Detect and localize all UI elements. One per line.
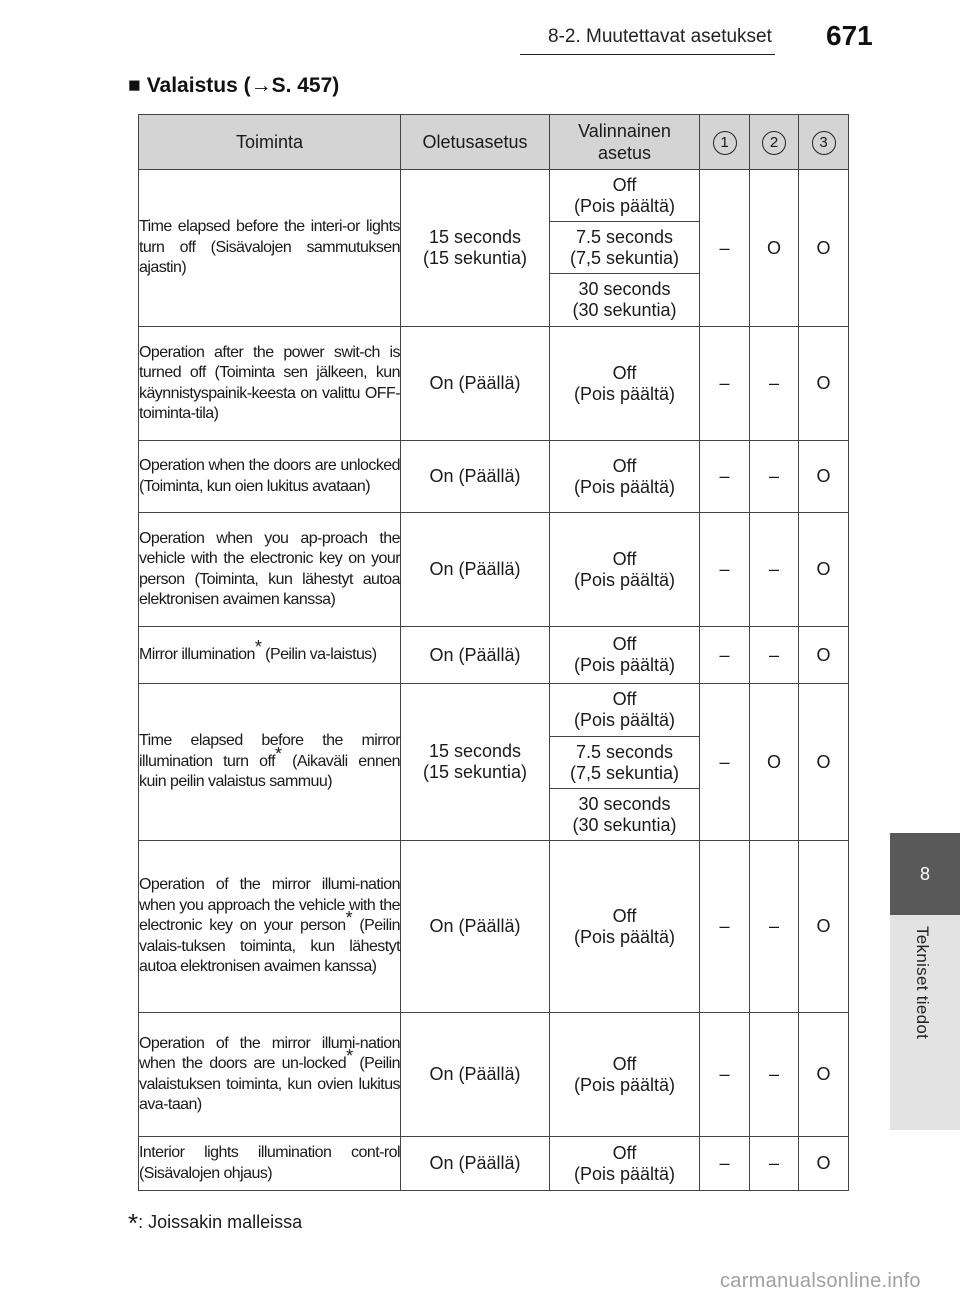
default-cell: On (Päällä) — [401, 513, 550, 627]
table-row — [139, 1137, 849, 1191]
default-cell: On (Päällä) — [401, 841, 550, 1013]
table-row — [139, 841, 849, 1013]
function-cell: Operation after the power swit-ch is turned off (Toiminta sen jälkeen, kun käynnistyspainik-keesta on valittu OFF-toiminta-tila) — [139, 327, 401, 441]
mark-cell-1: – — [700, 1013, 750, 1137]
mark-cell-3: O — [799, 684, 849, 841]
mark-cell-2: O — [750, 684, 799, 841]
mark-cell-2: O — [750, 170, 799, 327]
function-cell: Operation of the mirror illumi-nation when the doors are un-locked* (Peilin valaistuksen toiminta, kun ovien lukitus ava-taan) — [139, 1013, 401, 1137]
mark-cell-2: – — [750, 627, 799, 684]
mark-cell-3: O — [799, 170, 849, 327]
table-header-row — [139, 115, 849, 170]
default-cell: On (Päällä) — [401, 327, 550, 441]
circled-number-2-icon: 2 — [762, 131, 786, 155]
mark-cell-1: – — [700, 170, 750, 327]
header-col-2 — [750, 115, 799, 170]
mark-cell-2: – — [750, 1137, 799, 1191]
mark-cell-1: – — [700, 1137, 750, 1191]
header-col-3 — [799, 115, 849, 170]
function-cell: Operation of the mirror illumi-nation when you approach the vehicle with the electronic key on your person* (Peilin valais-tuksen toiminta, kun lähestyt autoa elektronisen avaimen kanssa) — [139, 841, 401, 1013]
square-bullet-icon: ■ — [128, 74, 141, 97]
section-title: 8-2. Muutettavat asetukset — [548, 26, 772, 47]
option-cell: Off (Pois päältä) — [550, 627, 700, 684]
table-row — [139, 513, 849, 627]
option-cell: Off (Pois päältä) — [550, 1013, 700, 1137]
footnote-star-icon: * — [128, 1208, 139, 1238]
mark-cell-2: – — [750, 1013, 799, 1137]
table-row — [139, 1013, 849, 1137]
mark-cell-2: – — [750, 441, 799, 513]
footnote-star-icon: * — [274, 743, 282, 764]
header-default: Oletusasetus — [401, 115, 550, 170]
watermark: carmanualsonline.info — [720, 1270, 921, 1292]
default-cell: On (Päällä) — [401, 1013, 550, 1137]
mark-cell-2: – — [750, 841, 799, 1013]
mark-cell-3: O — [799, 841, 849, 1013]
table-row — [139, 170, 849, 222]
option-cell: 30 seconds (30 sekuntia) — [550, 789, 700, 841]
function-cell: Time elapsed before the interi-or lights turn off (Sisävalojen sammutuksen ajastin) — [139, 170, 401, 327]
mark-cell-2: – — [750, 513, 799, 627]
circled-number-3-icon: 3 — [812, 131, 836, 155]
option-cell: Off (Pois päältä) — [550, 841, 700, 1013]
table-row — [139, 441, 849, 513]
chapter-tab-number: 8 — [890, 833, 960, 915]
table-row — [139, 684, 849, 737]
mark-cell-1: – — [700, 513, 750, 627]
option-cell: 7.5 seconds (7,5 sekuntia) — [550, 222, 700, 274]
option-cell: Off (Pois päältä) — [550, 684, 700, 737]
page-number: 671 — [826, 20, 873, 51]
heading-text: Valaistus (→S. 457) — [146, 74, 340, 97]
circled-number-1-icon: 1 — [713, 131, 737, 155]
function-cell: Operation when the doors are unlocked (Toiminta, kun oien lukitus avataan) — [139, 441, 401, 513]
option-cell: 7.5 seconds (7,5 sekuntia) — [550, 737, 700, 789]
footnote-star-icon: * — [254, 636, 262, 657]
header-function: Toiminta — [139, 115, 401, 170]
mark-cell-1: – — [700, 627, 750, 684]
footnote-star-icon: * — [345, 908, 353, 929]
option-cell: Off (Pois päältä) — [550, 327, 700, 441]
option-cell: Off (Pois päältä) — [550, 170, 700, 222]
footnote-star-icon: * — [346, 1046, 353, 1066]
option-cell: Off (Pois päältä) — [550, 441, 700, 513]
function-cell: Mirror illumination* (Peilin va-laistus) — [139, 627, 401, 684]
mark-cell-3: O — [799, 513, 849, 627]
header-col-1 — [700, 115, 750, 170]
settings-table — [138, 114, 849, 1191]
default-cell: 15 seconds (15 sekuntia) — [401, 684, 550, 841]
function-cell: Interior lights illumination cont-rol (Sisävalojen ohjaus) — [139, 1137, 401, 1191]
footnote — [128, 1208, 302, 1239]
mark-cell-3: O — [799, 627, 849, 684]
default-cell: On (Päällä) — [401, 1137, 550, 1191]
table-row — [139, 327, 849, 441]
mark-cell-1: – — [700, 327, 750, 441]
section-heading — [128, 74, 339, 98]
table-row — [139, 627, 849, 684]
mark-cell-1: – — [700, 441, 750, 513]
default-cell: On (Päällä) — [401, 627, 550, 684]
mark-cell-3: O — [799, 1137, 849, 1191]
function-cell: Operation when you ap-proach the vehicle with the electronic key on your person (Toiminta, kun lähestyt autoa elektronisen avaimen kanssa) — [139, 513, 401, 627]
header-optional: Valinnainen asetus — [550, 115, 700, 170]
default-cell: On (Päällä) — [401, 441, 550, 513]
footnote-text: : Joissakin malleissa — [138, 1212, 303, 1232]
mark-cell-3: O — [799, 1013, 849, 1137]
option-cell: Off (Pois päältä) — [550, 513, 700, 627]
mark-cell-2: – — [750, 327, 799, 441]
function-cell: Time elapsed before the mirror illumination turn off* (Aikaväli ennen kuin peilin valaistus sammuu) — [139, 684, 401, 841]
chapter-tab-label: Tekniset tiedot — [913, 926, 932, 1040]
mark-cell-3: O — [799, 327, 849, 441]
mark-cell-1: – — [700, 841, 750, 1013]
mark-cell-3: O — [799, 441, 849, 513]
option-cell: Off (Pois päältä) — [550, 1137, 700, 1191]
mark-cell-1: – — [700, 684, 750, 841]
default-cell: 15 seconds (15 sekuntia) — [401, 170, 550, 327]
option-cell: 30 seconds (30 sekuntia) — [550, 274, 700, 327]
